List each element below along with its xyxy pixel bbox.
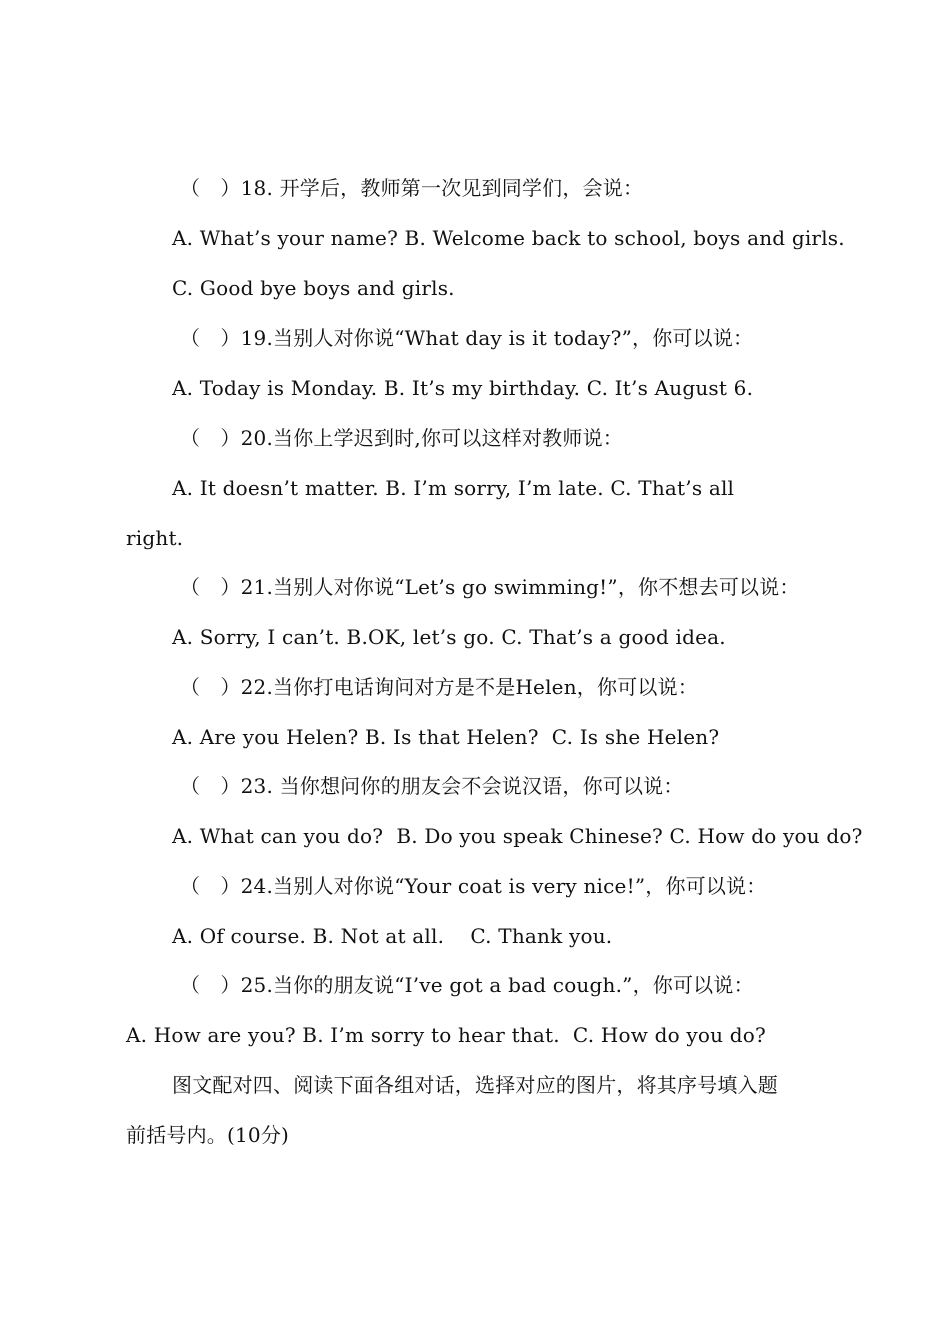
question-22-options: A. Are you Helen? B. Is that Helen? C. Is she Helen?: [172, 725, 720, 749]
question-19-options: A. Today is Monday. B. It’s my birthday. C. It’s August 6.: [172, 376, 754, 400]
question-18-option-c: C. Good bye boys and girls.: [172, 276, 455, 300]
question-23-options: A. What can you do? B. Do you speak Chinese? C. How do you do?: [172, 824, 863, 848]
question-24-options: A. Of course. B. Not at all. C. Thank you.: [172, 924, 613, 948]
question-24: （ ）24.当别人对你说“Your coat is very nice!”，你可以说：: [180, 874, 767, 898]
question-21: （ ）21.当别人对你说“Let’s go swimming!”，你不想去可以说：: [180, 575, 800, 599]
question-21-options: A. Sorry, I can’t. B.OK, let’s go. C. That’s a good idea.: [172, 625, 726, 649]
section-four-instruction-continued: 前括号内。(10分): [126, 1123, 290, 1147]
question-25-options: A. How are you? B. I’m sorry to hear that. C. How do you do?: [126, 1023, 766, 1047]
question-23: （ ）23. 当你想问你的朋友会不会说汉语，你可以说：: [180, 774, 684, 798]
section-four-instruction: 图文配对四、阅读下面各组对话，选择对应的图片，将其序号填入题: [172, 1073, 778, 1097]
question-20-options: A. It doesn’t matter. B. I’m sorry, I’m late. C. That’s all: [172, 476, 735, 500]
question-20: （ ）20.当你上学迟到时,你可以这样对教师说：: [180, 426, 623, 450]
question-20-options-continued: right.: [126, 526, 184, 550]
question-25: （ ）25.当你的朋友说“I’ve got a bad cough.”，你可以说：: [180, 973, 754, 997]
question-18-options-ab: A. What’s your name? B. Welcome back to school, boys and girls.: [172, 226, 845, 250]
question-19: （ ）19.当别人对你说“What day is it today?”，你可以说：: [180, 326, 754, 350]
question-18: （ ）18. 开学后，教师第一次见到同学们，会说：: [180, 176, 644, 200]
question-22: （ ）22.当你打电话询问对方是不是Helen，你可以说：: [180, 675, 698, 699]
